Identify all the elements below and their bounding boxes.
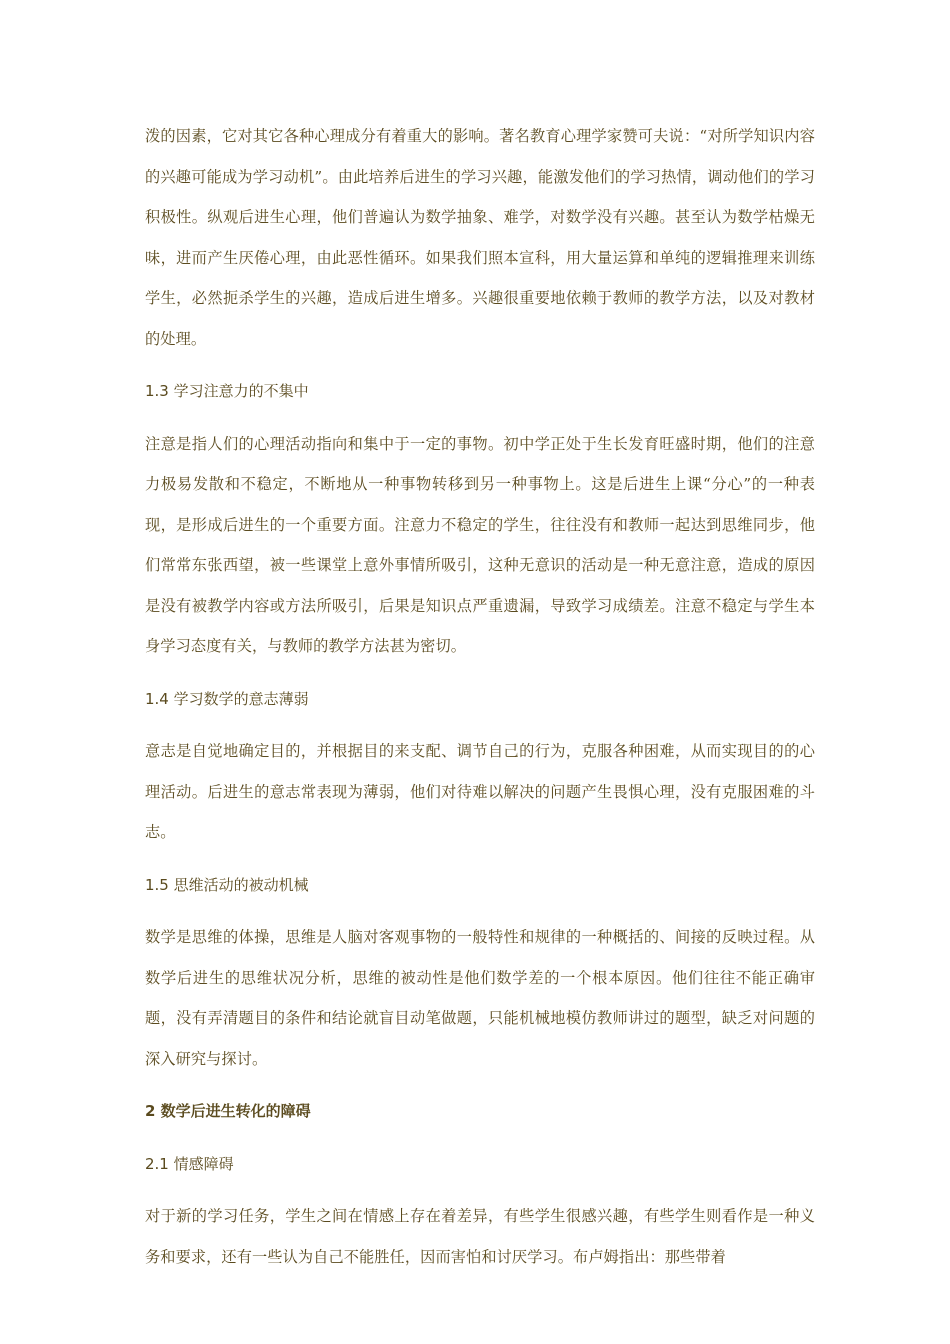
paragraph-interest-continued: 泼的因素，它对其它各种心理成分有着重大的影响。著名教育心理学家赞可夫说：“对所学知识内容的兴趣可能成为学习动机”。由此培养后进生的学习兴趣，能激发他们的学习热情，调动他们的学习积极性。纵观后进生心理，他们普遍认为数学抽象、难学，对数学没有兴趣。甚至认为数学枯燥无味，进而产生厌倦心理，由此恶性循环。如果我们照本宣科，用大量运算和单纯的逻辑推理来训练学生，必然扼杀学生的兴趣，造成后进生增多。兴趣很重要地依赖于教师的教学方法，以及对教材的处理。 <box>145 127 815 348</box>
paragraph-thinking: 数学是思维的体操，思维是人脑对客观事物的一般特性和规律的一种概括的、间接的反映过程。从数学后进生的思维状况分析，思维的被动性是他们数学差的一个根本原因。他们往往不能正确审题，没有弄清题目的条件和结论就盲目动笔做题，只能机械地模仿教师讲过的题型，缺乏对问题的深入研究与探讨。 <box>145 928 815 1068</box>
paragraph-attention: 注意是指人们的心理活动指向和集中于一定的事物。初中学正处于生长发育旺盛时期，他们的注意力极易发散和不稳定，不断地从一种事物转移到另一种事物上。这是后进生上课“分心”的一种表现，是形成后进生的一个重要方面。注意力不稳定的学生，往往没有和教师一起达到思维同步，他们常常东张西望，被一些课堂上意外事情所吸引，这种无意识的活动是一种无意注意，造成的原因是没有被教学内容或方法所吸引，后果是知识点严重遗漏，导致学习成绩差。注意不稳定与学生本身学习态度有关，与教师的教学方法甚为密切。 <box>145 434 815 655</box>
paragraph-will: 意志是自觉地确定目的，并根据目的来支配、调节自己的行为，克服各种困难，从而实现目的的心理活动。后进生的意志常表现为薄弱，他们对待难以解决的问题产生畏惧心理，没有克服困难的斗志。 <box>145 742 815 841</box>
heading-2: 2 数学后进生转化的障碍 <box>145 1102 311 1120</box>
paragraph-emotion: 对于新的学习任务，学生之间在情感上存在着差异，有些学生很感兴趣，有些学生则看作是一种义务和要求，还有一些认为自己不能胜任，因而害怕和讨厌学习。布卢姆指出：那些带着 <box>145 1207 815 1266</box>
document-body <box>145 116 815 1277</box>
heading-1-4: 1.4 学习数学的意志薄弱 <box>145 689 309 708</box>
heading-1-3: 1.3 学习注意力的不集中 <box>145 382 309 400</box>
heading-1-5: 1.5 思维活动的被动机械 <box>145 875 309 894</box>
heading-2-1: 2.1 情感障碍 <box>145 1154 234 1173</box>
